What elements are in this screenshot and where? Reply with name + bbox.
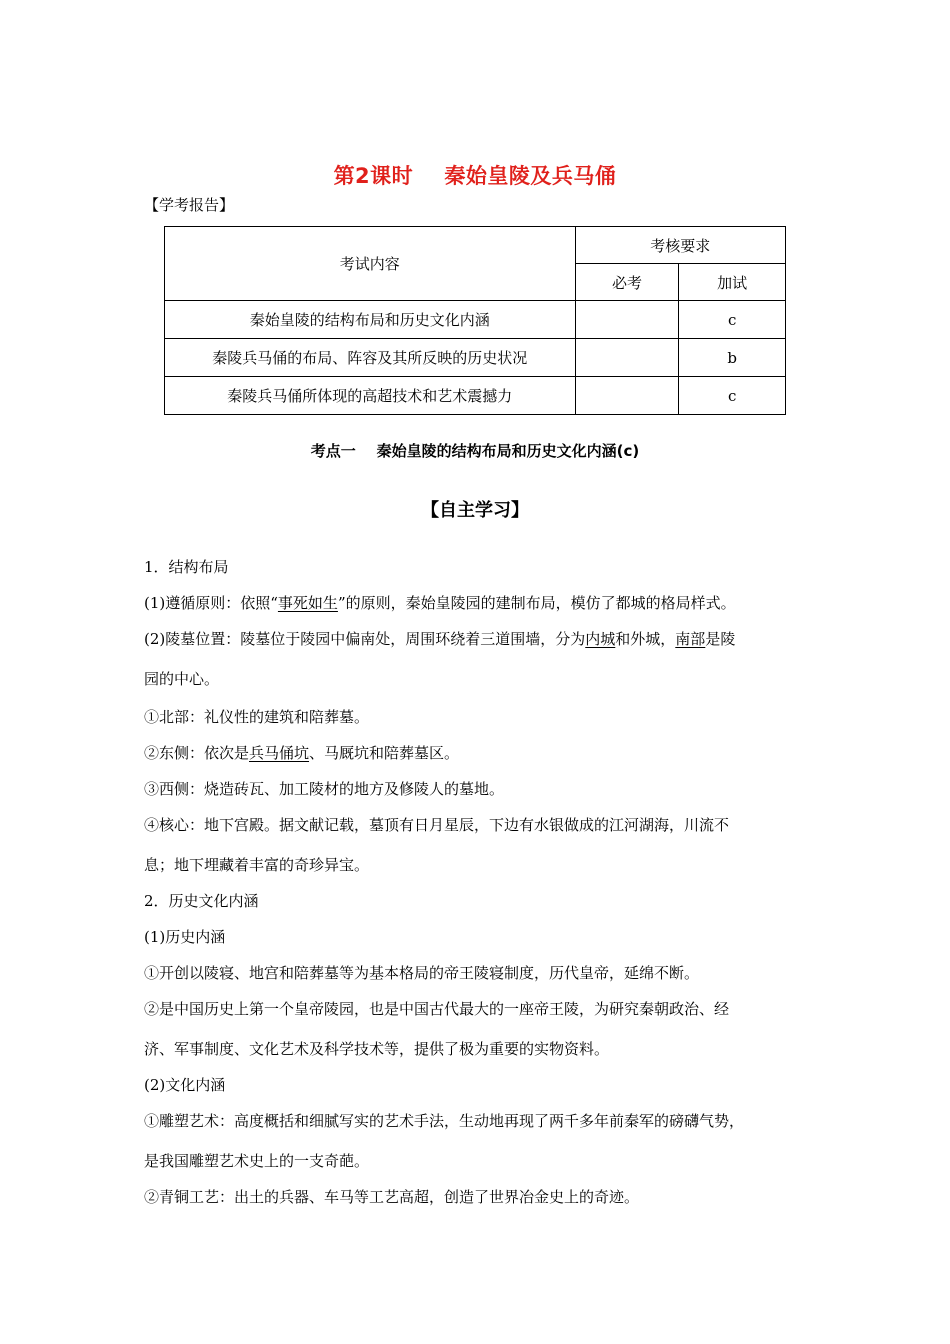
row-compulsory	[575, 339, 679, 377]
subheading-history: (1)历史内涵	[144, 928, 226, 946]
text-segment: 和外城，	[615, 630, 676, 648]
underlined-term: 事死如生	[277, 594, 338, 612]
subheading-culture: (2)文化内涵	[144, 1076, 226, 1094]
text-segment: 是陵	[705, 630, 736, 648]
item-core-cont: 息；地下埋藏着丰富的奇珍异宝。	[144, 856, 370, 874]
requirements-table	[164, 226, 786, 415]
underlined-term: 内城	[585, 630, 616, 648]
heading-structure: 1．结构布局	[144, 558, 229, 576]
report-label: 【学考报告】	[144, 196, 235, 214]
underlined-term: 兵马俑坑	[249, 744, 310, 762]
row-compulsory	[575, 377, 679, 415]
culture-item-1-cont: 是我国雕塑艺术史上的一支奇葩。	[144, 1152, 370, 1170]
underlined-term: 南部	[675, 630, 706, 648]
table-row	[165, 301, 786, 339]
table-row	[165, 339, 786, 377]
item-west: ③西侧：烧造砖瓦、加工陵材的地方及修陵人的墓地。	[144, 780, 505, 798]
row-content: 秦陵兵马俑所体现的高超技术和艺术震撼力	[165, 377, 576, 415]
item-core: ④核心：地下宫殿。据文献记载，墓顶有日月星辰，下边有水银做成的江河湖海，川流不	[144, 816, 730, 834]
header-requirement: 考核要求	[575, 227, 785, 264]
section-title: 考点一 秦始皇陵的结构布局和历史文化内涵(c)	[310, 442, 640, 460]
header-compulsory: 必考	[575, 264, 679, 301]
row-extra: b	[679, 339, 786, 377]
history-item-2-cont: 济、军事制度、文化艺术及科学技术等，提供了极为重要的实物资料。	[144, 1040, 610, 1058]
row-content: 秦始皇陵的结构布局和历史文化内涵	[165, 301, 576, 339]
page-title: 第2课时 秦始皇陵及兵马俑	[333, 164, 617, 188]
item-east	[144, 742, 459, 763]
header-content: 考试内容	[165, 227, 576, 301]
row-extra: c	[679, 377, 786, 415]
history-item-2: ②是中国历史上第一个皇帝陵园，也是中国古代最大的一座帝王陵，为研究秦朝政治、经	[144, 1000, 730, 1018]
text-segment: (2)陵墓位置：陵墓位于陵园中偏南处，周围环绕着三道围墙，分为	[144, 630, 586, 648]
text-segment: ②东侧：依次是	[144, 744, 250, 762]
culture-item-2: ②青铜工艺：出土的兵器、车马等工艺高超，创造了世界冶金史上的奇迹。	[144, 1188, 640, 1206]
culture-item-1: ①雕塑艺术：高度概括和细腻写实的艺术手法，生动地再现了两千多年前秦军的磅礴气势，	[144, 1112, 745, 1130]
paragraph-principle	[144, 592, 736, 613]
study-title: 【自主学习】	[421, 500, 529, 521]
text-segment: (1)遵循原则：依照“	[144, 594, 278, 612]
row-compulsory	[575, 301, 679, 339]
item-north: ①北部：礼仪性的建筑和陪葬墓。	[144, 708, 370, 726]
table-row	[165, 377, 786, 415]
history-item-1: ①开创以陵寝、地宫和陪葬墓等为基本格局的帝王陵寝制度，历代皇帝，延绵不断。	[144, 964, 700, 982]
paragraph-location	[144, 628, 735, 649]
row-extra: c	[679, 301, 786, 339]
paragraph-location-cont: 园的中心。	[144, 670, 220, 688]
heading-culture: 2．历史文化内涵	[144, 892, 259, 910]
text-segment: 、马厩坑和陪葬墓区。	[309, 744, 460, 762]
text-segment: ”的原则，秦始皇陵园的建制布局，模仿了都城的格局样式。	[337, 594, 736, 612]
header-extra: 加试	[679, 264, 786, 301]
row-content: 秦陵兵马俑的布局、阵容及其所反映的历史状况	[165, 339, 576, 377]
